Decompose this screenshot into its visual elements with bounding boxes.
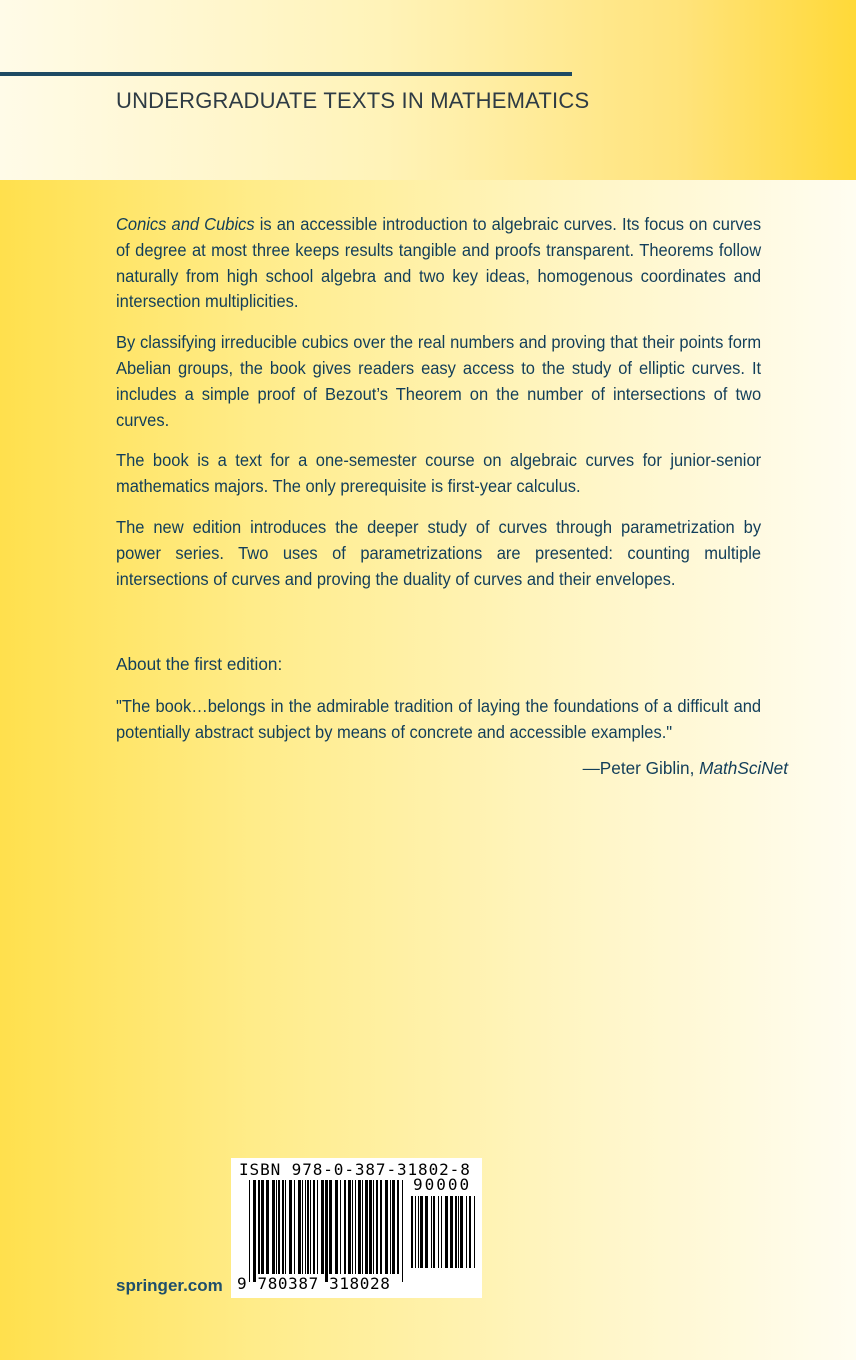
barcode-bar xyxy=(249,1180,250,1282)
barcode-bar xyxy=(294,1180,295,1274)
review-quote: "The book…belongs in the admirable tradition of laying the foundations of a difficult and potentially abstract subject by means of concrete and accessible examples." xyxy=(116,696,762,742)
barcode-bar xyxy=(285,1180,286,1274)
barcode-bar xyxy=(276,1180,277,1274)
barcode-bar xyxy=(373,1180,374,1274)
barcode-bar xyxy=(431,1196,432,1268)
description-paragraph-2: By classifying irreducible cubics over the real numbers and proving that their points form Abelian groups, the book gives readers easy access to the study of elliptic curves. It includes a simple proof of Bezout’s Theorem on the number of intersections of two curves. xyxy=(116,332,762,430)
review-intro: About the first edition: xyxy=(116,654,283,674)
barcode-bar xyxy=(376,1180,378,1274)
book-title: Conics and Cubics xyxy=(116,214,255,234)
barcode-bar xyxy=(278,1180,280,1274)
barcode-bar xyxy=(365,1180,368,1274)
barcode-bar xyxy=(369,1180,372,1274)
barcode-bar xyxy=(460,1196,463,1268)
series-title: UNDERGRADUATE TEXTS IN MATHEMATICS xyxy=(116,88,590,113)
isbn-barcode xyxy=(231,1158,482,1298)
barcode-bar xyxy=(298,1180,301,1274)
barcode-bar xyxy=(355,1180,356,1274)
header-band xyxy=(0,0,856,180)
barcode-bar xyxy=(321,1180,324,1274)
barcode-bar xyxy=(411,1196,413,1268)
addon-barcode-icon xyxy=(411,1196,475,1276)
barcode-bar xyxy=(348,1180,351,1274)
barcode-bar xyxy=(282,1180,284,1274)
description xyxy=(116,212,761,607)
barcode-bar xyxy=(445,1196,448,1268)
review-source: MathSciNet xyxy=(699,758,788,778)
barcode-bar xyxy=(253,1180,256,1282)
barcode-bar xyxy=(313,1180,315,1274)
barcode-bar xyxy=(340,1180,341,1274)
barcode-bar xyxy=(258,1180,260,1274)
barcode-bar xyxy=(420,1196,423,1268)
barcode-bar xyxy=(415,1196,416,1268)
barcode-bar xyxy=(392,1180,395,1274)
addon-digits: 90000 xyxy=(413,1175,472,1194)
barcode-bar xyxy=(352,1180,353,1274)
barcode-bar xyxy=(380,1180,382,1274)
barcode-bar xyxy=(385,1180,388,1274)
barcode-bar xyxy=(261,1180,264,1274)
barcode-bar xyxy=(397,1180,399,1274)
barcode-bar xyxy=(307,1180,309,1274)
barcode-bar xyxy=(418,1196,419,1268)
barcode-bar xyxy=(325,1180,328,1282)
barcode-bar xyxy=(425,1196,428,1268)
barcode-bar xyxy=(358,1180,361,1274)
ean-digits: 9 780387 318028 xyxy=(237,1274,391,1293)
barcode-bar xyxy=(433,1196,435,1268)
description-paragraph-1: Conics and Cubics is an accessible introduction to algebraic curves. Its focus on curves of degree at most three keeps results tangible and proofs transparent. Theorems follow naturally from high school algebra and two key ideas, homogenous coordinates and intersection multiplicities. xyxy=(116,214,762,312)
series-rule xyxy=(0,72,572,76)
barcode-bar xyxy=(335,1180,338,1274)
publisher-url[interactable]: springer.com xyxy=(116,1276,223,1295)
barcode-bar xyxy=(305,1180,306,1274)
barcode-bar xyxy=(362,1180,363,1274)
barcode-bar xyxy=(450,1196,453,1268)
barcode-bar xyxy=(266,1180,269,1274)
barcode-bar xyxy=(344,1180,346,1274)
barcode-bar xyxy=(289,1180,292,1274)
barcode-bar xyxy=(317,1180,318,1274)
barcode-bar xyxy=(474,1196,475,1268)
barcode-bar xyxy=(458,1196,459,1268)
description-paragraph-3: The book is a text for a one-semester course on algebraic curves for junior-senior mathematics majors. The only prerequisite is first-year calculus. xyxy=(116,450,762,497)
isbn-label: ISBN 978-0-387-31802-8 xyxy=(239,1160,471,1179)
barcode-bar xyxy=(310,1180,311,1274)
ean-barcode-icon xyxy=(249,1180,403,1282)
barcode-bar xyxy=(455,1196,457,1268)
barcode-bar xyxy=(466,1196,467,1268)
barcode-bar xyxy=(329,1180,332,1274)
barcode-bar xyxy=(390,1180,391,1274)
barcode-bar xyxy=(302,1180,303,1274)
barcode-bar xyxy=(441,1196,442,1268)
review-attribution: —Peter Giblin, MathSciNet xyxy=(582,758,788,778)
barcode-bar xyxy=(469,1196,471,1268)
description-paragraph-4: The new edition introduces the deeper study of curves through parametrization by power series. Two uses of parametrizations are presented: counting multiple intersections of curves and proving the duality of curves and their envelopes. xyxy=(116,516,762,589)
barcode-bar xyxy=(272,1180,275,1274)
barcode-bar xyxy=(402,1180,403,1282)
barcode-bar xyxy=(438,1196,439,1268)
